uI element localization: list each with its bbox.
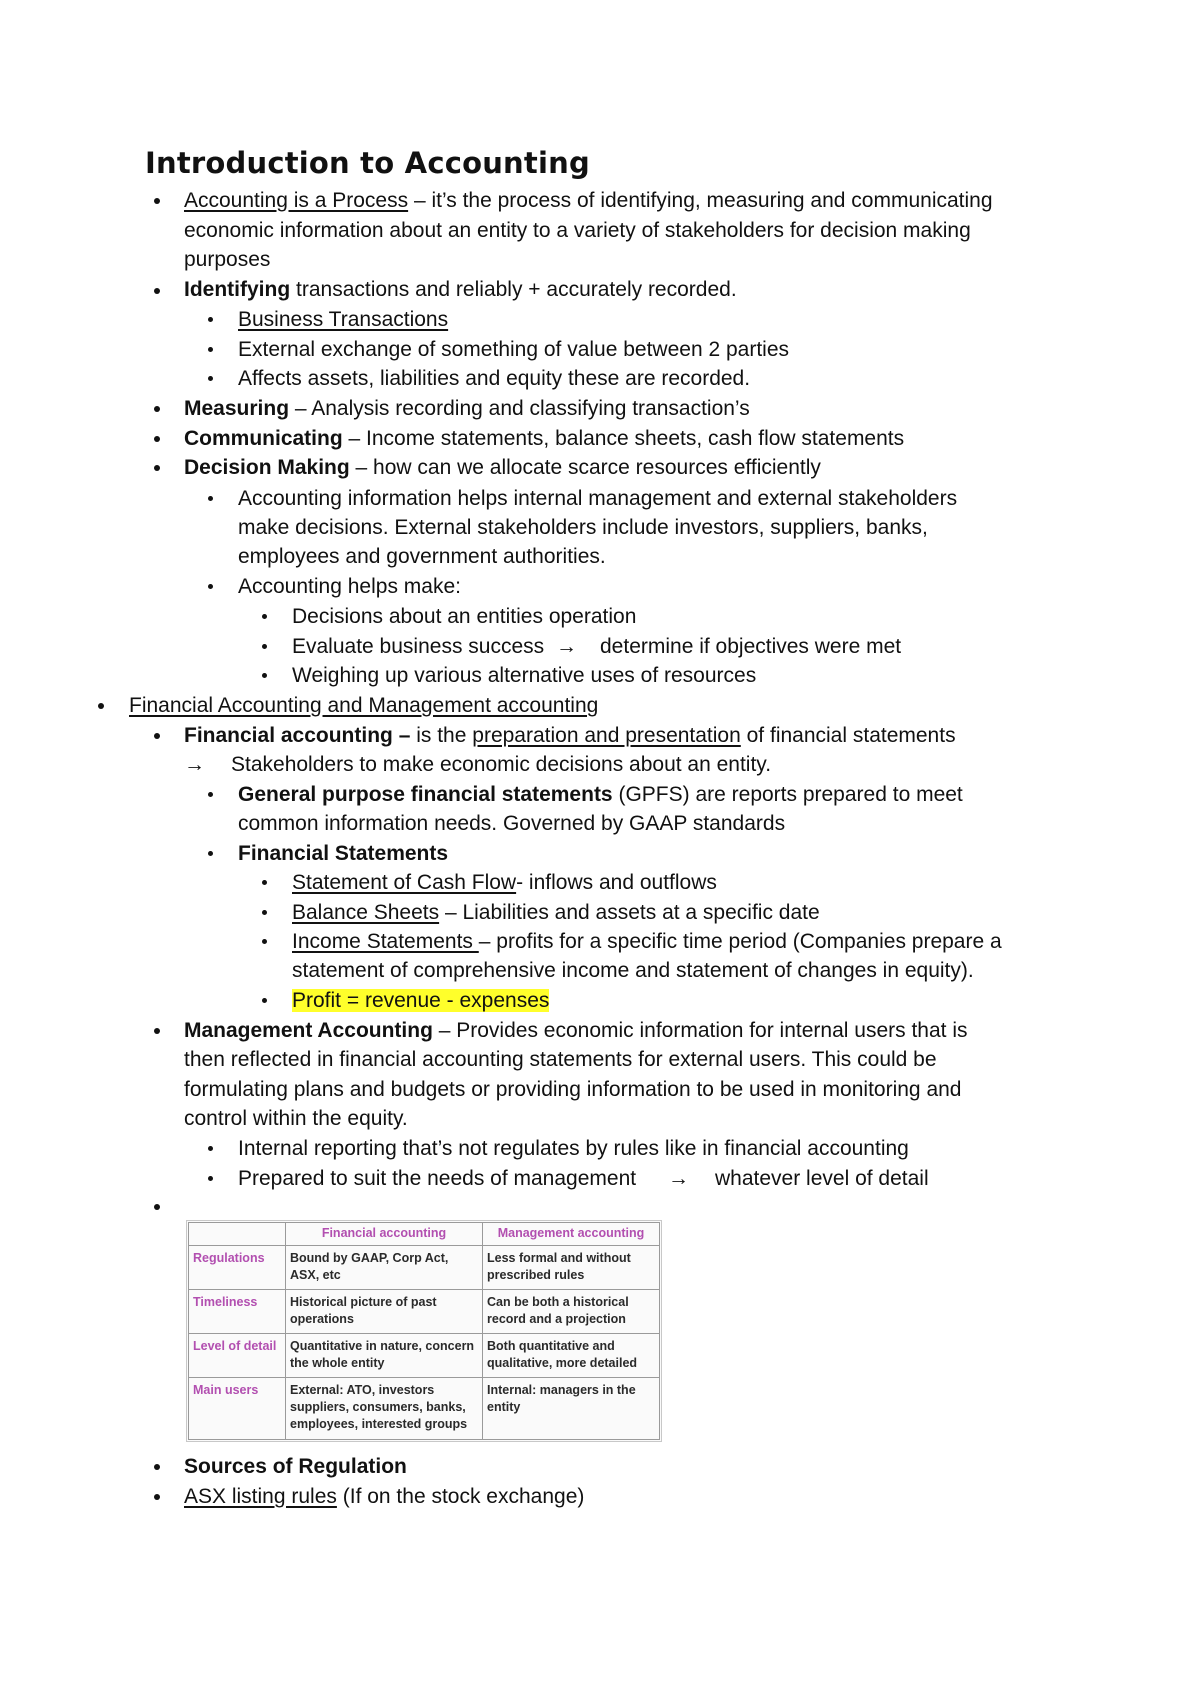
bullet — [208, 317, 213, 322]
bullet — [262, 614, 267, 619]
list-item-continuation: formulating plans and budgets or providing information to be used in monitoring and — [184, 1078, 962, 1101]
bullet — [208, 851, 213, 856]
list-item: Affects assets, liabilities and equity these are recorded. — [238, 367, 751, 390]
table-cell: External: ATO, investors suppliers, consumers, banks, employees, interested groups — [286, 1378, 483, 1440]
bullet — [262, 880, 267, 885]
arrow-icon: → — [668, 1167, 689, 1190]
list-item — [238, 780, 963, 810]
bullet — [262, 910, 267, 915]
list-item: Stakeholders to make economic decisions about an entity. — [231, 753, 772, 776]
bullet — [154, 288, 160, 294]
bullet — [208, 792, 213, 797]
bullet — [262, 673, 267, 678]
item-underline: preparation and presentation — [472, 724, 741, 747]
item-text: transactions and reliably + accurately recorded. — [290, 278, 737, 301]
item-underline: Balance Sheets — [292, 901, 440, 924]
list-item — [292, 898, 820, 928]
list-item-continuation: economic information about an entity to a variety of stakeholders for decision making — [184, 219, 971, 242]
table-cell: Can be both a historical record and a projection — [483, 1290, 660, 1334]
list-item — [184, 424, 904, 454]
item-text: - inflows and outflows — [516, 871, 717, 894]
table-row — [189, 1378, 660, 1440]
bullet — [98, 703, 104, 709]
table-cell: Internal: managers in the entity — [483, 1378, 660, 1440]
list-item: Accounting information helps internal management and external stakeholders — [238, 487, 958, 510]
list-item: Evaluate business success — [292, 635, 545, 658]
row-label: Regulations — [189, 1246, 286, 1290]
item-underline: Income Statements — [292, 930, 479, 953]
list-item: Decisions about an entities operation — [292, 605, 637, 628]
table-cell: Historical picture of past operations — [286, 1290, 483, 1334]
bullet — [154, 1494, 160, 1500]
list-item-continuation: common information needs. Governed by GAAP standards — [238, 812, 786, 835]
table-header: Management accounting — [483, 1223, 660, 1246]
bullet — [154, 465, 160, 471]
bullet — [154, 1028, 160, 1034]
list-item: Accounting helps make: — [238, 575, 461, 598]
list-item — [184, 1016, 967, 1046]
arrow-icon: → — [556, 635, 577, 658]
list-item: External exchange of something of value between 2 parties — [238, 338, 790, 361]
bullet — [262, 998, 267, 1003]
bullet — [208, 496, 213, 501]
bullet — [208, 347, 213, 352]
list-item-continuation: statement of comprehensive income and statement of changes in equity). — [292, 959, 974, 982]
list-item — [184, 186, 993, 216]
table-cell: Both quantitative and qualitative, more detailed — [483, 1334, 660, 1378]
item-underline: Statement of Cash Flow — [292, 871, 517, 894]
item-bold: Management Accounting — [184, 1019, 433, 1042]
row-label: Level of detail — [189, 1334, 286, 1378]
list-item-continuation: then reflected in financial accounting statements for external users. This could be — [184, 1048, 937, 1071]
item-text: – Liabilities and assets at a specific date — [439, 901, 820, 924]
bullet — [154, 436, 160, 442]
list-item — [184, 453, 821, 483]
item-bold: Decision Making — [184, 456, 350, 479]
item-text: – how can we allocate scarce resources efficiently — [349, 456, 821, 479]
table-cell: Less formal and without prescribed rules — [483, 1246, 660, 1290]
table-header — [189, 1223, 286, 1246]
bullet — [154, 406, 160, 412]
item-text: – Provides economic information for internal users that is — [432, 1019, 968, 1042]
item-underline: Accounting is a Process — [184, 189, 409, 212]
row-label: Timeliness — [189, 1290, 286, 1334]
bullet — [208, 1146, 213, 1151]
bullet — [154, 733, 160, 739]
row-label: Main users — [189, 1378, 286, 1440]
bullet — [208, 376, 213, 381]
list-item: Sources of Regulation — [184, 1455, 407, 1478]
bullet — [262, 939, 267, 944]
bullet — [154, 198, 160, 204]
list-item: determine if objectives were met — [600, 635, 902, 658]
comparison-table-image — [186, 1220, 662, 1442]
table-cell: Quantitative in nature, concern the whole entity — [286, 1334, 483, 1378]
table-cell: Bound by GAAP, Corp Act, ASX, etc — [286, 1246, 483, 1290]
list-item-continuation: make decisions. External stakeholders include investors, suppliers, banks, — [238, 516, 928, 539]
list-item: Internal reporting that’s not regulates by rules like in financial accounting — [238, 1137, 909, 1160]
item-text: – Analysis recording and classifying transaction’s — [289, 397, 750, 420]
list-item-continuation: purposes — [184, 248, 271, 271]
table-row — [189, 1290, 660, 1334]
list-item: Business Transactions — [238, 308, 449, 331]
list-item — [184, 394, 750, 424]
item-text: of financial statements — [740, 724, 956, 747]
item-bold: Identifying — [184, 278, 291, 301]
table-row — [189, 1334, 660, 1378]
list-item: whatever level of detail — [715, 1167, 929, 1190]
bullet — [154, 1204, 160, 1210]
list-item: Prepared to suit the needs of management — [238, 1167, 637, 1190]
item-bold: Financial accounting – — [184, 724, 411, 747]
table-row — [189, 1246, 660, 1290]
item-text: – Income statements, balance sheets, cash flow statements — [342, 427, 905, 450]
list-item — [184, 1482, 584, 1512]
item-bold: Communicating — [184, 427, 343, 450]
list-item — [292, 868, 717, 898]
list-item — [184, 275, 737, 305]
list-item — [292, 927, 1002, 957]
item-bold: General purpose financial statements — [238, 783, 613, 806]
list-item-continuation: employees and government authorities. — [238, 545, 606, 568]
table-header-row — [189, 1223, 660, 1246]
page-title: Introduction to Accounting — [145, 146, 590, 180]
item-bold: Measuring — [184, 397, 290, 420]
table-header: Financial accounting — [286, 1223, 483, 1246]
list-item: Financial Statements — [238, 842, 449, 865]
item-underline: ASX listing rules — [184, 1485, 337, 1508]
item-text: (If on the stock exchange) — [336, 1485, 585, 1508]
list-item: Weighing up various alternative uses of resources — [292, 664, 757, 687]
list-item-continuation: control within the equity. — [184, 1107, 408, 1130]
bullet — [262, 644, 267, 649]
arrow-icon: → — [184, 753, 205, 776]
highlighted-text: Profit = revenue - expenses — [292, 989, 550, 1012]
list-item: Financial Accounting and Management accounting — [129, 694, 599, 717]
list-item-highlighted — [292, 986, 549, 1016]
comparison-table — [188, 1222, 660, 1440]
item-text: – profits for a specific time period (Companies prepare a — [478, 930, 1002, 953]
bullet — [208, 584, 213, 589]
item-text: (GPFS) are reports prepared to meet — [612, 783, 963, 806]
item-text: is the — [410, 724, 473, 747]
bullet — [208, 1176, 213, 1181]
list-item — [184, 721, 956, 751]
bullet — [154, 1464, 160, 1470]
item-text: – it’s the process of identifying, measuring and communicating — [408, 189, 993, 212]
